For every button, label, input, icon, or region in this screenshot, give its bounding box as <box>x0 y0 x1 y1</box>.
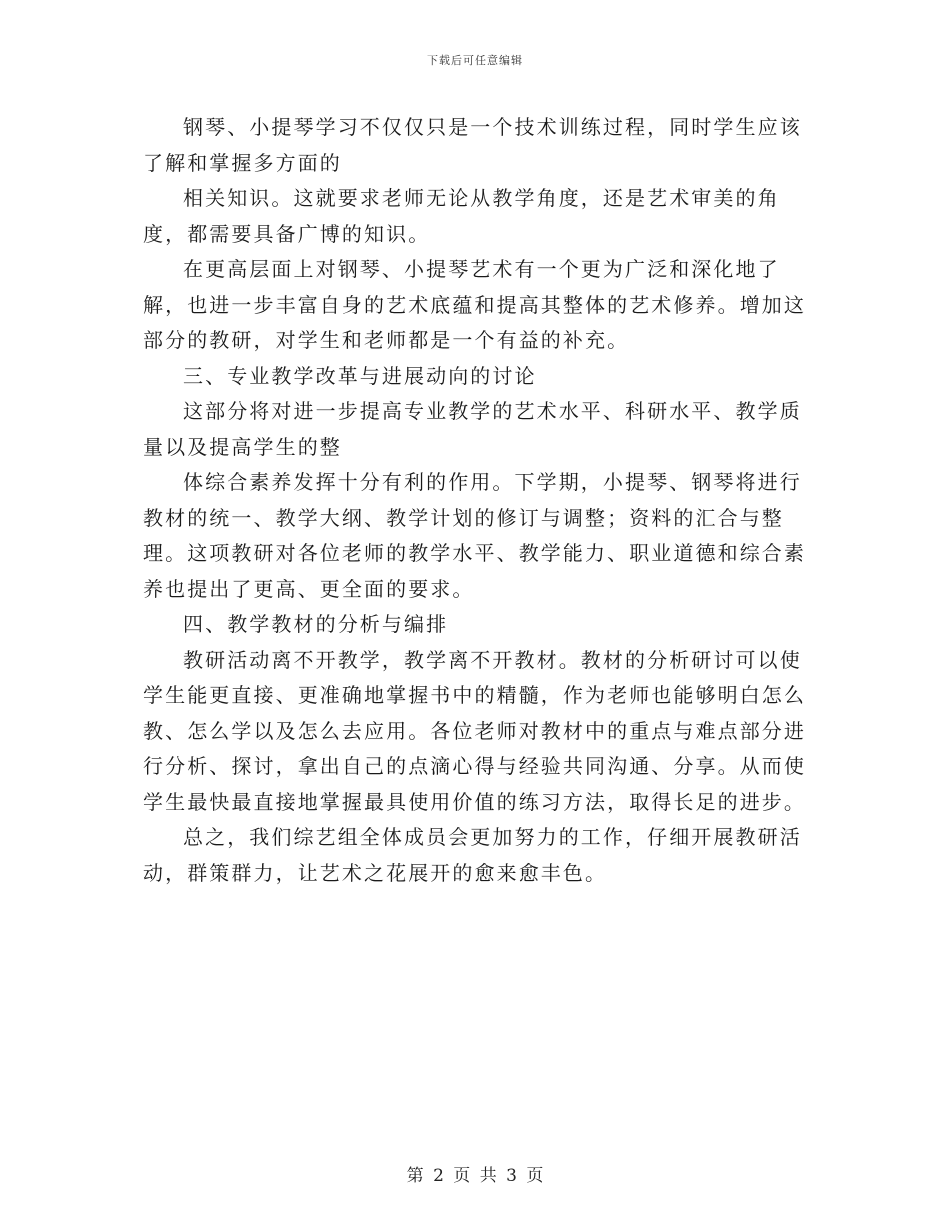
document-body <box>143 110 808 891</box>
section-heading-4: 四、教学教材的分析与编排 <box>183 612 449 636</box>
paragraph-3: 在更高层面上对钢琴、小提琴艺术有一个更为广泛和深化地了解，也进一步丰富自身的艺术底蕴和提高其整体的艺术修养。增加这部分的教研，对学生和老师都是一个有益的补充。 <box>143 257 806 352</box>
section-heading-3: 三、专业教学改革与进展动向的讨论 <box>183 363 537 388</box>
header-note: 下载后可任意编辑 <box>427 54 523 67</box>
paragraph-7: 总之，我们综艺组全体成员会更加努力的工作，仔细开展教研活动，群策群力，让艺术之花展开的愈来愈丰色。 <box>143 825 802 885</box>
paragraph-6: 教研活动离不开教学，教学离不开教材。教材的分析研讨可以使学生能更直接、更准确地掌握书中的精髓，作为老师也能够明白怎么教、怎么学以及怎么去应用。各位老师对教材中的重点与难点部分进行分析、探讨，拿出自己的点滴心得与经验共同沟通、分享。从而使学生最快最直接地掌握最具使用价值的练习方法，取得长足的进步。 <box>143 647 806 814</box>
paragraph-4: 这部分将对进一步提高专业教学的艺术水平、科研水平、教学质量以及提高学生的整 <box>143 399 802 459</box>
paragraph-5: 体综合素养发挥十分有利的作用。下学期，小提琴、钢琴将进行教材的统一、教学大纲、教学计划的修订与调整；资料的汇合与整理。这项教研对各位老师的教学水平、教学能力、职业道德和综合素养也提出了更高、更全面的要求。 <box>143 470 806 601</box>
paragraph-2: 相关知识。这就要求老师无论从教学角度，还是艺术审美的角度，都需要具备广博的知识。 <box>143 186 780 246</box>
page-number-footer: 第 2 页 共 3 页 <box>406 1166 544 1186</box>
paragraph-1: 钢琴、小提琴学习不仅仅只是一个技术训练过程，同时学生应该了解和掌握多方面的 <box>143 115 802 175</box>
